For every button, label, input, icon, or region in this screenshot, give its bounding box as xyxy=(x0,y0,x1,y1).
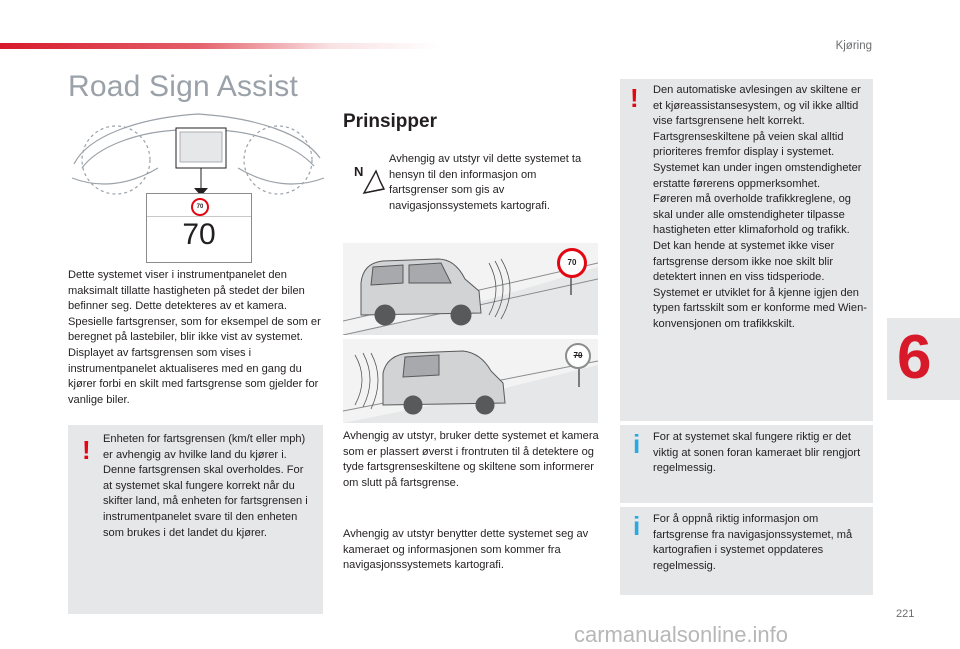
warning-icon: ! xyxy=(82,435,91,465)
navigation-icon xyxy=(352,163,386,197)
section-heading: Prinsipper xyxy=(343,111,437,132)
right-warning-text: Den automatiske avlesingen av skiltene er et kjøreassistansesystem, og vil ikke alltid vise fartsgrensene helt korrekt. Fartsgrenseskiltene på veien skal alltid prioriteres fremfor display i systemet. Systemet kan under ingen omstendigheter erstatte førerens oppmerksomhet. Føreren må overholde trafikkreglene, og skal under alle omstendigheter tilpasse hastigheten etter klimaforhold og trafikk. Det kan hende at systemet ikke viser fartsgrense dersom ikke noe skilt blir detektert innen en viss tidsperiode. Systemet er utviklet for å kjenne igjen den typen fartsskilt som er konforme med Wien-konvensjonen om trafikkskilt. xyxy=(653,84,867,330)
header-accent-bar xyxy=(0,43,440,49)
page-title: Road Sign Assist xyxy=(68,70,298,103)
info-navigation-text: For å oppnå riktig informasjon om fartsgrense fra navigasjonssystemet, må kartografien i systemet oppdateres regelmessig. xyxy=(653,513,853,572)
info-camera-text: For at systemet skal fungere riktig er det viktig at sonen foran kameraet blir rengjort regelmessig. xyxy=(653,431,861,475)
chapter-tab xyxy=(887,318,960,400)
warning-icon: ! xyxy=(630,83,639,113)
chapter-title: Kjøring xyxy=(835,40,872,52)
vehicle-illustration-1 xyxy=(343,243,598,335)
right-warning-box xyxy=(620,79,873,421)
left-warning-text: Enheten for fartsgrensen (km/t eller mph) er avhengig av hvilke land du kjører i. Denne fartsgrensen skal overholdes. For at systemet skal fungere korrekt når du skifter land, må enheten for fartsgrensen i instrumentpanelet svare til den enheten som brukes i det landet du kjører. xyxy=(103,433,308,539)
speed-display-value: 70 xyxy=(182,218,216,251)
page-number: 221 xyxy=(896,608,915,620)
info-box-camera xyxy=(620,425,873,503)
left-intro-text: Dette systemet viser i instrumentpanelet den maksimalt tillatte hastigheten på stedet der bilen befinner seg. Dette detekteres av et kamera. Spesielle fartsgrenser, som for eksempel de som er beregnet på lastebiler, blir ikke vist av systemet. Displayet av fartsgrensen som vises i instrumentpanelet aktualiseres med en gang du kjører forbi en skilt med fartsgrense som gjelder for vanlige biler. xyxy=(68,269,321,406)
speed-sign-small: 70 xyxy=(191,198,209,216)
info-box-navigation xyxy=(620,507,873,595)
camera-info-text: Avhengig av utstyr, bruker dette systemet et kamera som er plassert øverst i frontruten til å detektere og tyde fartsgrenseskiltene og skiltene som informerer om slutt på fartsgrense. xyxy=(343,430,599,489)
vehicle-illustration-2 xyxy=(343,339,598,423)
speed-display-zoom xyxy=(146,193,252,263)
road-sign-1: 70 xyxy=(557,248,587,278)
chapter-number: 6 xyxy=(897,323,932,392)
nav-info-text: Avhengig av utstyr vil dette systemet ta hensyn til den informasjon om fartsgrenser som gis av navigasjonssystemets kartografi. xyxy=(389,153,582,212)
watermark: carmanualsonline.info xyxy=(574,622,789,647)
left-warning-box xyxy=(68,425,323,614)
info-icon: i xyxy=(633,511,641,541)
road-sign-2: 70 xyxy=(565,343,591,369)
info-icon: i xyxy=(633,429,641,459)
navigation-icon-letter: N xyxy=(354,164,364,179)
camera-nav-info-text: Avhengig av utstyr benytter dette systemet seg av kameraet og informasjonen som kommer fra navigasjonssystemets kartografi. xyxy=(343,528,589,572)
